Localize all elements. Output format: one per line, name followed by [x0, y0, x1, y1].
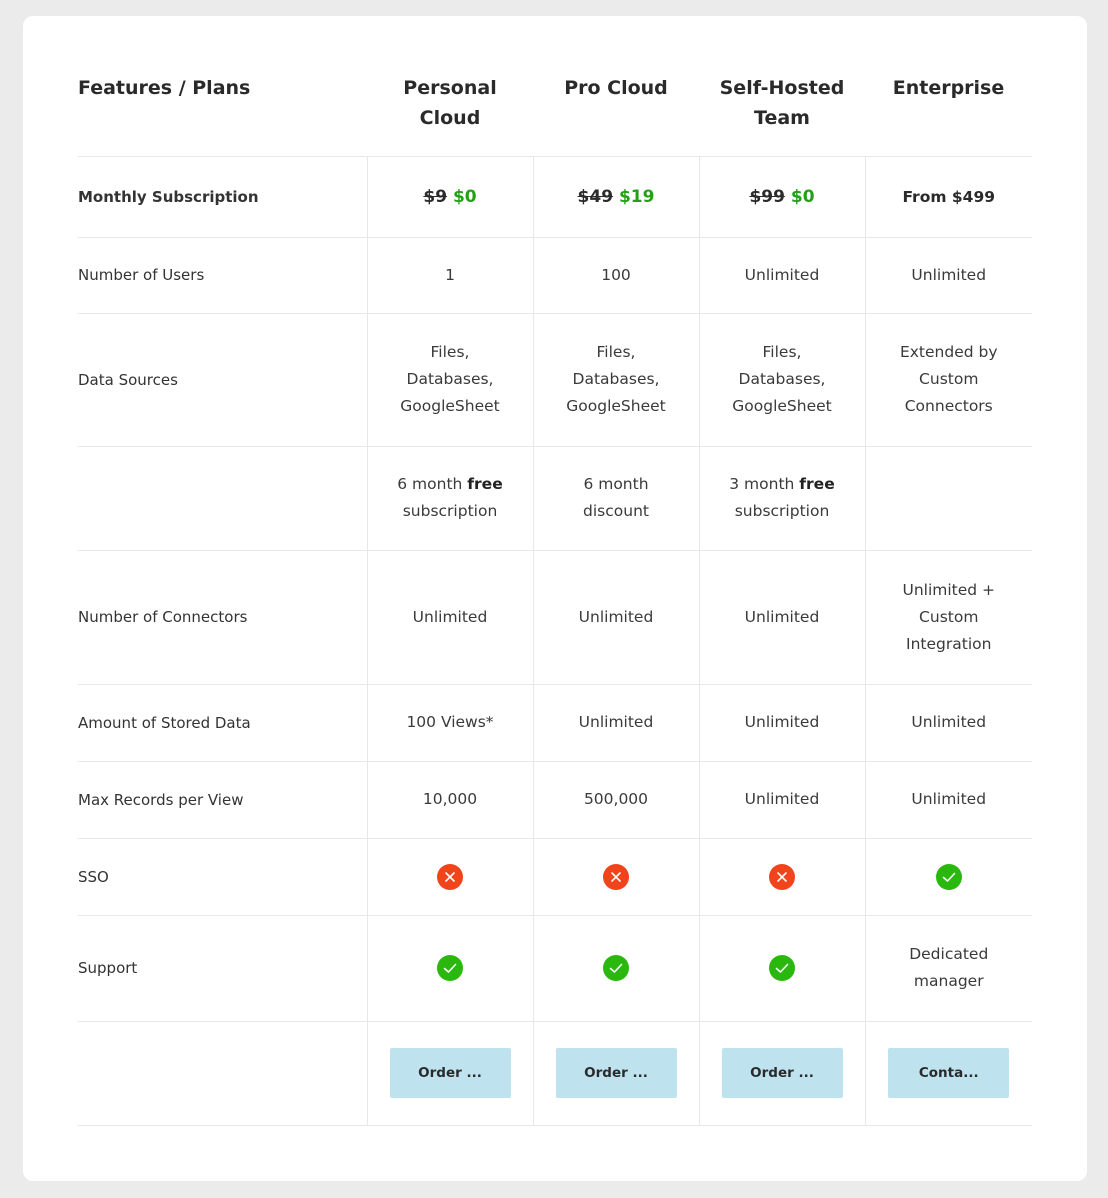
value-cell: 1	[367, 237, 533, 313]
feature-label-promo	[78, 446, 367, 550]
promo-cell: 3 month free subscription	[699, 446, 865, 550]
action-cell	[865, 1021, 1032, 1125]
action-cell	[367, 1021, 533, 1125]
new-price: $0	[790, 186, 815, 207]
actions-label-cell	[78, 1021, 367, 1125]
promo-cell: 6 month free subscription	[367, 446, 533, 550]
feature-label-max-records-per-view: Max Records per View	[78, 761, 367, 838]
action-cell	[533, 1021, 699, 1125]
plan-heading-pro-cloud: Pro Cloud	[533, 56, 699, 156]
table-row	[78, 550, 1032, 684]
feature-label-number-of-connectors: Number of Connectors	[78, 550, 367, 684]
table-row	[78, 1021, 1032, 1125]
features-plans-heading: Features / Plans	[78, 56, 367, 156]
table-row	[78, 838, 1032, 915]
value-cell: Unlimited	[699, 550, 865, 684]
price	[749, 187, 814, 207]
value-cell	[699, 838, 865, 915]
check-circle-icon	[769, 955, 795, 981]
value-cell: 100	[533, 237, 699, 313]
price-cell	[533, 156, 699, 237]
action-cell	[699, 1021, 865, 1125]
feature-label-monthly-subscription: Monthly Subscription	[78, 156, 367, 237]
contact-enterprise-button[interactable]: Conta...	[888, 1048, 1009, 1098]
feature-label-support: Support	[78, 915, 367, 1021]
new-price: $19	[618, 186, 655, 207]
value-cell	[367, 838, 533, 915]
plan-heading-enterprise: Enterprise	[865, 56, 1032, 156]
value-cell: Unlimited	[367, 550, 533, 684]
value-cell: Files, Databases, GoogleSheet	[533, 313, 699, 446]
new-price: $0	[452, 186, 477, 207]
x-circle-icon	[769, 864, 795, 890]
value-cell: Files, Databases, GoogleSheet	[367, 313, 533, 446]
price-cell	[367, 156, 533, 237]
value-cell	[699, 915, 865, 1021]
feature-label-sso: SSO	[78, 838, 367, 915]
pricing-card	[23, 16, 1087, 1181]
value-cell	[533, 915, 699, 1021]
value-cell: Unlimited + Custom Integration	[865, 550, 1032, 684]
old-price: $9	[423, 186, 448, 207]
table-row	[78, 761, 1032, 838]
price-cell	[865, 156, 1032, 237]
check-circle-icon	[603, 955, 629, 981]
order-pro-cloud-button[interactable]: Order ...	[556, 1048, 677, 1098]
feature-label-number-of-users: Number of Users	[78, 237, 367, 313]
table-row	[78, 684, 1032, 761]
table-row	[78, 446, 1032, 550]
value-cell: Unlimited	[699, 761, 865, 838]
plan-heading-personal-cloud: Personal Cloud	[367, 56, 533, 156]
promo-cell: 6 month discount	[533, 446, 699, 550]
price-from: From $499	[902, 188, 996, 206]
table-row	[78, 313, 1032, 446]
price-cell	[699, 156, 865, 237]
header-row	[78, 56, 1032, 156]
plan-heading-self-hosted-team: Self-Hosted Team	[699, 56, 865, 156]
value-cell: Unlimited	[865, 684, 1032, 761]
old-price: $99	[749, 186, 785, 207]
feature-label-data-sources: Data Sources	[78, 313, 367, 446]
value-cell: Dedicated manager	[865, 915, 1032, 1021]
value-cell: Unlimited	[699, 684, 865, 761]
value-cell: 100 Views*	[367, 684, 533, 761]
value-cell: Unlimited	[865, 761, 1032, 838]
value-cell: Unlimited	[533, 684, 699, 761]
value-cell: 10,000	[367, 761, 533, 838]
value-cell: Unlimited	[533, 550, 699, 684]
value-cell	[533, 838, 699, 915]
table-row	[78, 915, 1032, 1021]
value-cell: Unlimited	[699, 237, 865, 313]
pricing-table	[78, 56, 1032, 1126]
promo-cell	[865, 446, 1032, 550]
value-cell	[367, 915, 533, 1021]
check-circle-icon	[437, 955, 463, 981]
feature-label-amount-of-stored-data: Amount of Stored Data	[78, 684, 367, 761]
value-cell: 500,000	[533, 761, 699, 838]
order-personal-cloud-button[interactable]: Order ...	[390, 1048, 511, 1098]
value-cell: Unlimited	[865, 237, 1032, 313]
value-cell	[865, 838, 1032, 915]
old-price: $49	[577, 186, 614, 207]
x-circle-icon	[437, 864, 463, 890]
value-cell: Extended by Custom Connectors	[865, 313, 1032, 446]
x-circle-icon	[603, 864, 629, 890]
order-self-hosted-team-button[interactable]: Order ...	[722, 1048, 843, 1098]
check-circle-icon	[936, 864, 962, 890]
price	[423, 187, 476, 207]
table-row	[78, 237, 1032, 313]
value-cell: Files, Databases, GoogleSheet	[699, 313, 865, 446]
price	[578, 187, 655, 207]
table-row	[78, 156, 1032, 237]
